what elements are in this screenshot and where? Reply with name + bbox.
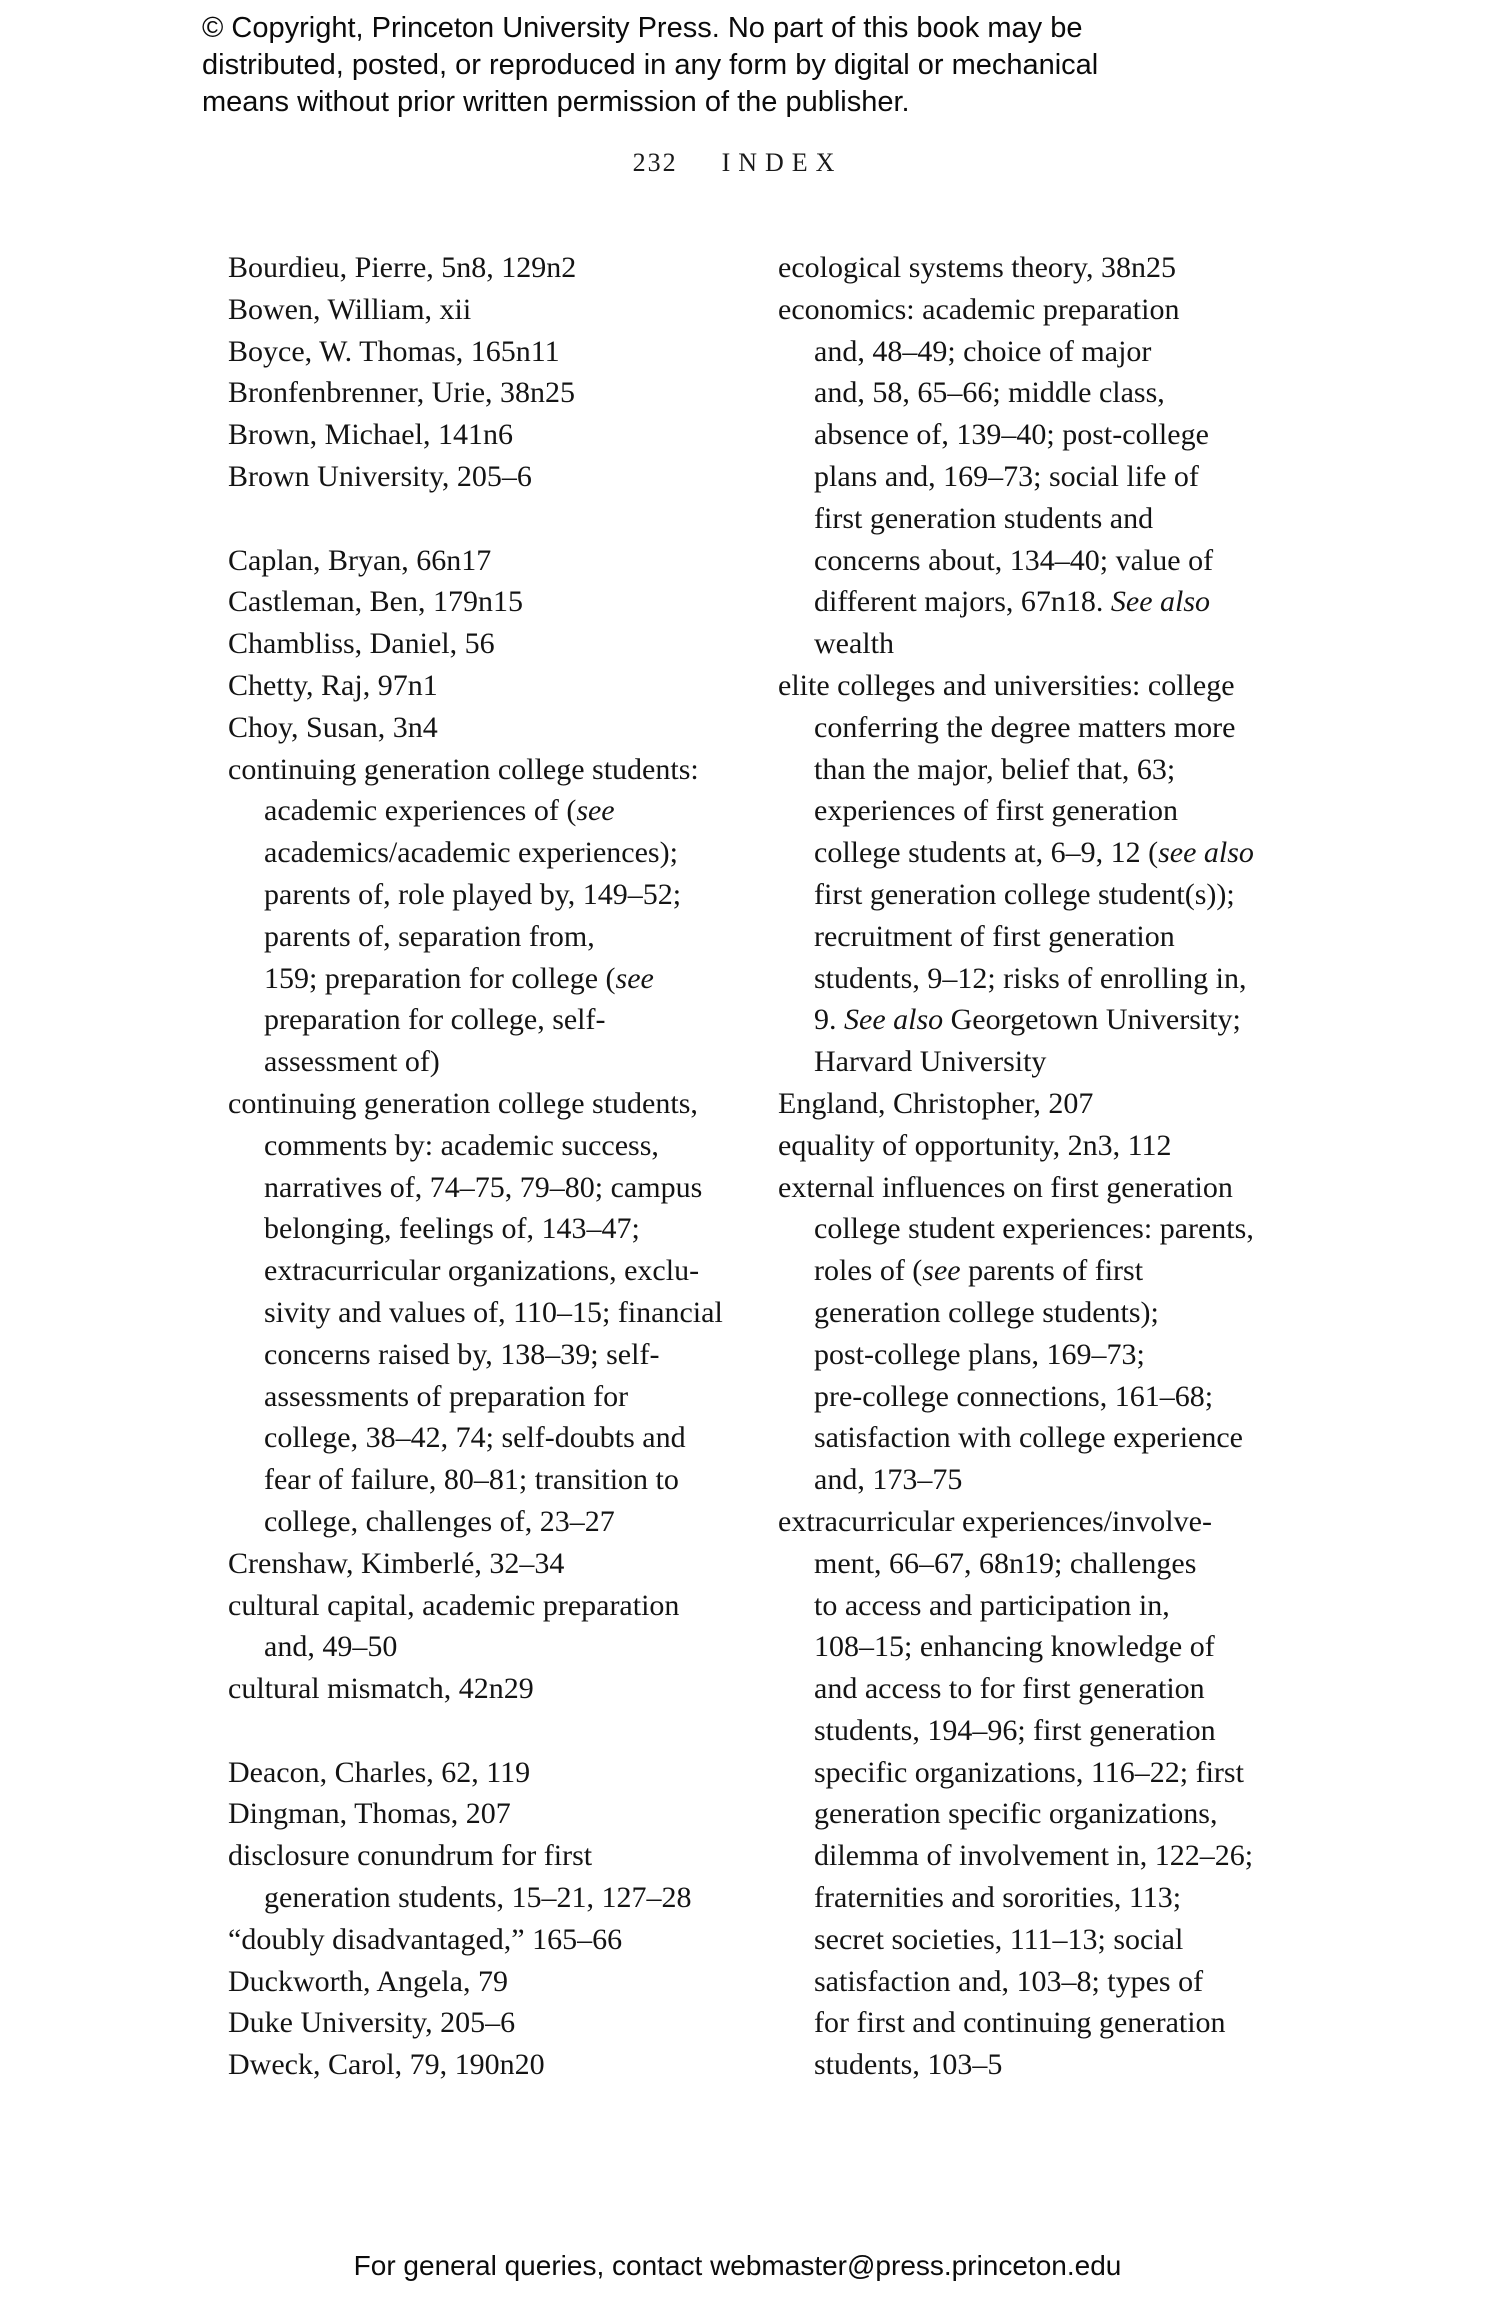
- index-text: extracurricular experiences/involve-: [778, 1504, 1212, 1538]
- index-entry: [228, 372, 773, 414]
- index-text: different majors, 67n18.: [814, 585, 1111, 619]
- index-line: [228, 1083, 773, 1125]
- index-entry: [778, 1167, 1308, 1501]
- index-line: [228, 1208, 773, 1250]
- index-entry: [778, 289, 1308, 665]
- index-text: extracurricular organizations, exclu-: [264, 1254, 700, 1288]
- index-line: [228, 331, 773, 373]
- index-line: [778, 999, 1308, 1041]
- index-line: [778, 1835, 1308, 1877]
- index-line: [778, 916, 1308, 958]
- index-line: [228, 2002, 773, 2044]
- index-text: generation college students);: [814, 1295, 1159, 1329]
- index-line: [778, 1083, 1308, 1125]
- index-text: and, 49–50: [264, 1630, 398, 1664]
- index-entry: [228, 1585, 773, 1669]
- index-line: [778, 1919, 1308, 1961]
- index-line: [778, 414, 1308, 456]
- index-line: [778, 456, 1308, 498]
- index-line: [228, 1250, 773, 1292]
- index-line: [778, 331, 1308, 373]
- index-entry: [228, 247, 773, 289]
- index-text: pre-college connections, 161–68;: [814, 1379, 1214, 1413]
- index-line: [228, 1668, 773, 1710]
- index-line: [228, 1041, 773, 1083]
- index-line: [778, 1626, 1308, 1668]
- index-text: continuing generation college students:: [228, 752, 699, 786]
- index-text: Chetty, Raj, 97n1: [228, 668, 438, 702]
- index-text: Duckworth, Angela, 79: [228, 1964, 508, 1998]
- index-group: [778, 247, 1308, 2086]
- index-entry: [228, 331, 773, 373]
- index-line: [778, 1125, 1308, 1167]
- index-text: plans and, 169–73; social life of: [814, 459, 1199, 493]
- index-entry: [778, 665, 1308, 1083]
- index-text: elite colleges and universities: college: [778, 668, 1235, 702]
- index-line: [778, 1459, 1308, 1501]
- index-text: generation students, 15–21, 127–28: [264, 1881, 692, 1915]
- index-line: [778, 1376, 1308, 1418]
- index-line: [228, 247, 773, 289]
- index-text: Brown University, 205–6: [228, 459, 532, 493]
- index-line: [778, 1961, 1308, 2003]
- index-text: Dingman, Thomas, 207: [228, 1797, 511, 1831]
- copyright-line: © Copyright, Princeton University Press. No part of this book may be: [202, 12, 1083, 44]
- index-text: and access to for first generation: [814, 1672, 1205, 1706]
- index-entry: [228, 289, 773, 331]
- index-entry: [228, 1668, 773, 1710]
- index-text: belonging, feelings of, 143–47;: [264, 1212, 640, 1246]
- index-line: [778, 1501, 1308, 1543]
- index-text: academic experiences of (: [264, 794, 577, 828]
- index-column-right: [778, 247, 1308, 2086]
- index-text: and, 173–75: [814, 1463, 963, 1497]
- index-text: concerns raised by, 138–39; self-: [264, 1337, 660, 1371]
- index-text: external influences on first generation: [778, 1170, 1233, 1204]
- index-text: assessment of): [264, 1045, 440, 1079]
- index-line: [778, 1250, 1308, 1292]
- index-line: [778, 1167, 1308, 1209]
- index-text: Choy, Susan, 3n4: [228, 710, 438, 744]
- index-text-italic: see: [615, 961, 654, 995]
- index-text: England, Christopher, 207: [778, 1086, 1094, 1120]
- index-text: Caplan, Bryan, 66n17: [228, 543, 492, 577]
- copyright-line: means without prior written permission of the publisher.: [202, 86, 910, 118]
- index-entry: [228, 1793, 773, 1835]
- index-line: [778, 1292, 1308, 1334]
- index-line: [778, 289, 1308, 331]
- index-text: cultural mismatch, 42n29: [228, 1672, 534, 1706]
- index-text-italic: see: [922, 1254, 961, 1288]
- index-text: fear of failure, 80–81; transition to: [264, 1463, 679, 1497]
- index-text-italic: see: [576, 794, 615, 828]
- index-line: [228, 874, 773, 916]
- index-line: [778, 1208, 1308, 1250]
- index-text: to access and participation in,: [814, 1588, 1170, 1622]
- index-text: recruitment of first generation: [814, 919, 1175, 953]
- index-text: continuing generation college students,: [228, 1086, 698, 1120]
- index-text: students, 194–96; first generation: [814, 1713, 1216, 1747]
- index-text: Dweck, Carol, 79, 190n20: [228, 2048, 545, 2082]
- index-entry: [228, 1835, 773, 1919]
- index-line: [228, 1752, 773, 1794]
- index-text: conferring the degree matters more: [814, 710, 1236, 744]
- index-text: and, 58, 65–66; middle class,: [814, 376, 1165, 410]
- index-line: [228, 289, 773, 331]
- index-entry: [228, 1919, 773, 1961]
- index-text: parents of, role played by, 149–52;: [264, 877, 682, 911]
- index-line: [228, 372, 773, 414]
- index-text: Georgetown University;: [943, 1003, 1241, 1037]
- index-entry: [228, 707, 773, 749]
- index-line: [778, 2002, 1308, 2044]
- index-text: post-college plans, 169–73;: [814, 1337, 1145, 1371]
- index-text: fraternities and sororities, 113;: [814, 1881, 1182, 1915]
- index-line: [778, 372, 1308, 414]
- index-text: preparation for college, self-: [264, 1003, 606, 1037]
- index-text: economics: academic preparation: [778, 292, 1180, 326]
- index-text: dilemma of involvement in, 122–26;: [814, 1839, 1254, 1873]
- index-text: Castleman, Ben, 179n15: [228, 585, 523, 619]
- index-line: [228, 916, 773, 958]
- index-line: [778, 1417, 1308, 1459]
- index-text: college student experiences: parents,: [814, 1212, 1254, 1246]
- index-line: [228, 1125, 773, 1167]
- index-text: and, 48–49; choice of major: [814, 334, 1152, 368]
- index-line: [228, 1376, 773, 1418]
- index-text: equality of opportunity, 2n3, 112: [778, 1128, 1172, 1162]
- index-line: [228, 1334, 773, 1376]
- index-text: disclosure conundrum for first: [228, 1839, 593, 1873]
- index-line: [778, 1543, 1308, 1585]
- index-entry: [228, 2044, 773, 2086]
- index-entry: [228, 2002, 773, 2044]
- index-text: satisfaction with college experience: [814, 1421, 1243, 1455]
- index-line: [228, 540, 773, 582]
- index-line: [228, 581, 773, 623]
- index-entry: [228, 623, 773, 665]
- page-footer: [200, 2250, 1275, 2282]
- index-text: 159; preparation for college (: [264, 961, 616, 995]
- index-entry: [228, 749, 773, 1083]
- index-column-left: [228, 247, 773, 2086]
- index-line: [778, 1793, 1308, 1835]
- index-text: sivity and values of, 110–15; financial: [264, 1295, 723, 1329]
- index-text: parents of, separation from,: [264, 919, 595, 953]
- index-text: ecological systems theory, 38n25: [778, 251, 1176, 284]
- index-line: [778, 707, 1308, 749]
- index-line: [778, 749, 1308, 791]
- index-text: Bourdieu, Pierre, 5n8, 129n2: [228, 251, 577, 284]
- index-text: college students at, 6–9, 12 (: [814, 836, 1159, 870]
- index-line: [228, 1459, 773, 1501]
- index-entry: [228, 581, 773, 623]
- index-text: college, challenges of, 23–27: [264, 1504, 615, 1538]
- index-line: [228, 2044, 773, 2086]
- index-text: than the major, belief that, 63;: [814, 752, 1176, 786]
- index-group: [228, 247, 773, 498]
- index-line: [228, 749, 773, 791]
- index-text: ment, 66–67, 68n19; challenges: [814, 1546, 1197, 1580]
- index-line: [228, 665, 773, 707]
- index-line: [228, 1877, 773, 1919]
- index-line: [228, 1793, 773, 1835]
- index-text: Chambliss, Daniel, 56: [228, 627, 495, 661]
- index-text: specific organizations, 116–22; first: [814, 1755, 1244, 1789]
- index-text: first generation students and: [814, 501, 1154, 535]
- index-line: [228, 1919, 773, 1961]
- index-text: secret societies, 111–13; social: [814, 1922, 1184, 1956]
- index-text: Duke University, 205–6: [228, 2006, 516, 2040]
- page-number: 232: [632, 148, 678, 177]
- index-text: students, 103–5: [814, 2048, 1003, 2082]
- footer-text: For general queries, contact: [353, 2250, 711, 2281]
- index-entry: [778, 1083, 1308, 1125]
- index-group: [228, 1752, 773, 2086]
- index-line: [228, 1167, 773, 1209]
- index-text: parents of first: [960, 1254, 1144, 1288]
- index-group: [228, 540, 773, 1710]
- index-line: [778, 498, 1308, 540]
- index-text: students, 9–12; risks of enrolling in,: [814, 961, 1247, 995]
- index-line: [778, 1334, 1308, 1376]
- index-line: [778, 1668, 1308, 1710]
- index-entry: [228, 1961, 773, 2003]
- index-text: wealth: [814, 627, 894, 661]
- index-text: Crenshaw, Kimberlé, 32–34: [228, 1546, 565, 1580]
- index-text: narratives of, 74–75, 79–80; campus: [264, 1170, 703, 1204]
- index-line: [778, 2044, 1308, 2086]
- index-text: assessments of preparation for: [264, 1379, 629, 1413]
- index-entry: [778, 1125, 1308, 1167]
- index-text-italic: see also: [1158, 836, 1254, 870]
- index-entry: [228, 1083, 773, 1543]
- index-entry: [778, 247, 1308, 289]
- index-line: [228, 1626, 773, 1668]
- index-line: [228, 999, 773, 1041]
- index-entry: [228, 540, 773, 582]
- index-text: satisfaction and, 103–8; types of: [814, 1964, 1204, 1998]
- index-text: first generation college student(s));: [814, 877, 1235, 911]
- index-line: [778, 1710, 1308, 1752]
- index-line: [228, 456, 773, 498]
- index-line: [228, 1961, 773, 2003]
- index-line: [778, 1041, 1308, 1083]
- index-line: [228, 958, 773, 1000]
- running-head: [200, 148, 1275, 178]
- section-title: INDEX: [721, 148, 843, 177]
- index-text: experiences of first generation: [814, 794, 1178, 828]
- index-line: [228, 1292, 773, 1334]
- index-text: academics/academic experiences);: [264, 836, 678, 870]
- index-line: [778, 1585, 1308, 1627]
- index-entry: [228, 1752, 773, 1794]
- index-line: [228, 1501, 773, 1543]
- index-entry: [778, 1501, 1308, 2086]
- index-line: [778, 1877, 1308, 1919]
- index-line: [778, 623, 1308, 665]
- index-line: [228, 1543, 773, 1585]
- index-line: [228, 832, 773, 874]
- index-line: [778, 540, 1308, 582]
- index-text: for first and continuing generation: [814, 2006, 1226, 2040]
- index-line: [778, 665, 1308, 707]
- index-line: [228, 623, 773, 665]
- index-text: college, 38–42, 74; self-doubts and: [264, 1421, 686, 1455]
- copyright-line: distributed, posted, or reproduced in any form by digital or mechanical: [202, 49, 1099, 81]
- copyright-notice: [202, 10, 1098, 121]
- index-text: cultural capital, academic preparation: [228, 1588, 680, 1622]
- index-line: [778, 790, 1308, 832]
- index-text: Deacon, Charles, 62, 119: [228, 1755, 531, 1789]
- index-text: absence of, 139–40; post-college: [814, 418, 1209, 452]
- index-line: [228, 707, 773, 749]
- index-text: 9.: [814, 1003, 844, 1037]
- index-line: [228, 1585, 773, 1627]
- index-text: Brown, Michael, 141n6: [228, 418, 513, 452]
- index-text: concerns about, 134–40; value of: [814, 543, 1214, 577]
- index-text: Bowen, William, xii: [228, 292, 472, 326]
- index-line: [778, 874, 1308, 916]
- index-line: [778, 247, 1308, 289]
- index-entry: [228, 1543, 773, 1585]
- index-entry: [228, 665, 773, 707]
- index-entry: [228, 456, 773, 498]
- index-line: [228, 414, 773, 456]
- index-text: Harvard University: [814, 1045, 1047, 1079]
- index-text: comments by: academic success,: [264, 1128, 659, 1162]
- index-line: [228, 1417, 773, 1459]
- index-line: [778, 832, 1308, 874]
- footer-email: webmaster@press.princeton.edu: [710, 2250, 1122, 2281]
- index-text: generation specific organizations,: [814, 1797, 1218, 1831]
- index-line: [228, 790, 773, 832]
- index-text: 108–15; enhancing knowledge of: [814, 1630, 1215, 1664]
- index-text: roles of (: [814, 1254, 923, 1288]
- index-line: [228, 1835, 773, 1877]
- index-line: [778, 581, 1308, 623]
- index-text: “doubly disadvantaged,” 165–66: [228, 1922, 623, 1956]
- index-text: Boyce, W. Thomas, 165n11: [228, 334, 560, 368]
- index-text-italic: See also: [844, 1003, 944, 1037]
- index-text-italic: See also: [1110, 585, 1211, 619]
- index-entry: [228, 414, 773, 456]
- index-line: [778, 958, 1308, 1000]
- index-line: [778, 1752, 1308, 1794]
- index-text: Bronfenbrenner, Urie, 38n25: [228, 376, 576, 410]
